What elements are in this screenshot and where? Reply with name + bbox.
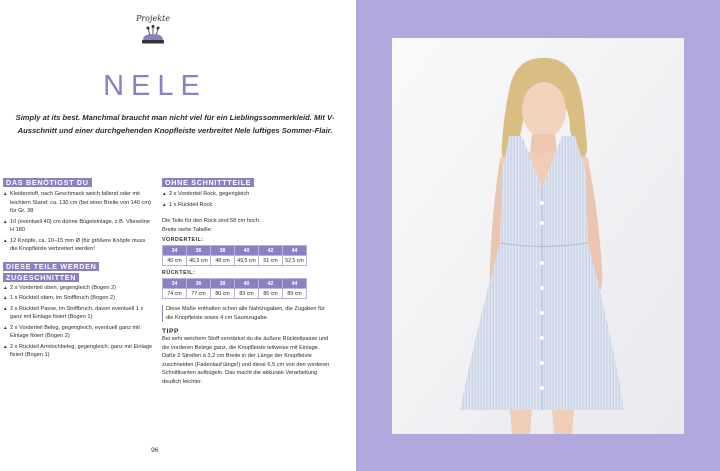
- size-cell: 34: [163, 279, 187, 289]
- cut-parts-list: [3, 284, 153, 360]
- width-cell: 77 cm: [187, 289, 211, 299]
- width-cell: 46,5 cm: [187, 256, 211, 266]
- size-cell: 36: [187, 246, 211, 256]
- size-cell: 42: [259, 279, 283, 289]
- size-cell: 44: [283, 246, 307, 256]
- width-cell: 52,5 cm: [283, 256, 307, 266]
- woman-in-dress-illustration: [392, 38, 684, 434]
- materials-list: [3, 190, 153, 254]
- back-label: RÜCKTEIL:: [162, 270, 196, 276]
- tip-heading: TIPP: [162, 328, 180, 335]
- list-item: ▲ 2 x Vorderteil Beleg, gegengleich, eventuell ganz mit Einlage fixiert (Bogen 2): [3, 324, 153, 341]
- page-title: NELE: [103, 70, 207, 102]
- width-cell: 89 cm: [283, 289, 307, 299]
- no-pattern-list: [162, 190, 330, 209]
- width-cell: 80 cm: [211, 289, 235, 299]
- size-cell: 36: [187, 279, 211, 289]
- width-cell: 48 cm: [211, 256, 235, 266]
- width-cell: 74 cm: [163, 289, 187, 299]
- cut-parts-heading-line1: DIESE TEILE WERDEN: [3, 262, 99, 271]
- allowance-note: Diese Maße enthalten schon alle Nahtzugaben, die Zugaben für die Knopfleiste sowie 4 cm Saumzugabe.: [162, 305, 330, 322]
- list-item: ▲ 2 x Vorderteil oben, gegengleich (Bogen 2): [3, 284, 153, 293]
- size-cell: 44: [283, 279, 307, 289]
- left-column: [3, 172, 153, 362]
- list-item: ▲ 10 (eventuell 40) cm dünne Bügeleinlage, z.B. Vlieseline H 180: [3, 218, 153, 235]
- front-label: VORDERTEIL:: [162, 237, 204, 243]
- front-size-table: [162, 245, 307, 266]
- list-item: ▲ 12 Knöpfe, ca. 10–15 mm Ø (für größere Knöpfe muss die Knopfleiste verbreitert werden!: [3, 237, 153, 254]
- right-column: [162, 172, 330, 386]
- width-cell: 83 cm: [235, 289, 259, 299]
- width-cell: 49,5 cm: [235, 256, 259, 266]
- list-item: ▲ Kleiderstoff, nach Geschmack weich fallend oder mit leichtem Stand: ca. 130 cm (bei einer Breite von 140 cm) für Gr. 38: [3, 190, 153, 216]
- no-pattern-heading: OHNE SCHNITTTEILE: [162, 178, 254, 187]
- list-item: ▲ 2 x Vorderteil Rock, gegengleich: [162, 190, 330, 199]
- badge-word: Projekte: [135, 14, 171, 23]
- width-cell: 86 cm: [259, 289, 283, 299]
- size-cell: 38: [211, 246, 235, 256]
- model-photo: [392, 38, 684, 434]
- size-cell: 34: [163, 246, 187, 256]
- size-cell: 42: [259, 246, 283, 256]
- list-item: ▲ 2 x Rückteil Armlochbeleg, gegengleich, ganz mit Einlage fixiert (Bogen 1): [3, 343, 153, 360]
- materials-heading: DAS BENÖTIGST DU: [3, 178, 92, 187]
- left-page: [0, 0, 356, 471]
- size-cell: 38: [211, 279, 235, 289]
- right-page: [356, 0, 720, 471]
- size-cell: 40: [235, 279, 259, 289]
- cut-parts-heading-line2: ZUGESCHNITTEN: [3, 273, 79, 282]
- list-item: ▲ 1 x Rückteil Rock: [162, 201, 330, 210]
- width-cell: 45 cm: [163, 256, 187, 266]
- list-item: ▲ 1 x Rückteil oben, im Stoffbruch (Bogen 2): [3, 294, 153, 303]
- back-size-table: [162, 278, 307, 299]
- width-cell: 51 cm: [259, 256, 283, 266]
- projekte-badge: [128, 14, 178, 50]
- pincushion-icon: [140, 25, 166, 45]
- page-number: 96: [151, 447, 159, 454]
- width-table-text: Breite siehe Tabelle:: [162, 226, 213, 233]
- size-cell: 40: [235, 246, 259, 256]
- tip-text: Bei sehr weichem Stoff verstärkst du die äußere Rückteilpasse und die vorderen Belege ganz, die Knopfleiste teilweise mit Einlage. Dafür 2 Streifen à 3,2 cm Breite in der Länge der Knopfleiste zuschneiden (Fadenlauf längs!) und diese 6,5 cm von den vorderen Schnittkanten aufbügeln. Das macht die akkurate Verarbeitung deutlich leichter.: [162, 336, 330, 385]
- skirt-height-text: Die Teile für den Rock sind 58 cm hoch.: [162, 218, 261, 224]
- list-item: ▲ 2 x Rückteil Passe, im Stoffbruch, davon eventuell 1 x ganz mit Einlage fixiert (Bogen 1): [3, 305, 153, 322]
- intro-text: Simply at its best. Manchmal braucht man nicht viel für ein Lieblingssommerkleid. Mit V-Ausschnitt und einer durchgehenden Knopfleiste verbreitet Nele luftiges Sommer-Flair.: [15, 113, 335, 135]
